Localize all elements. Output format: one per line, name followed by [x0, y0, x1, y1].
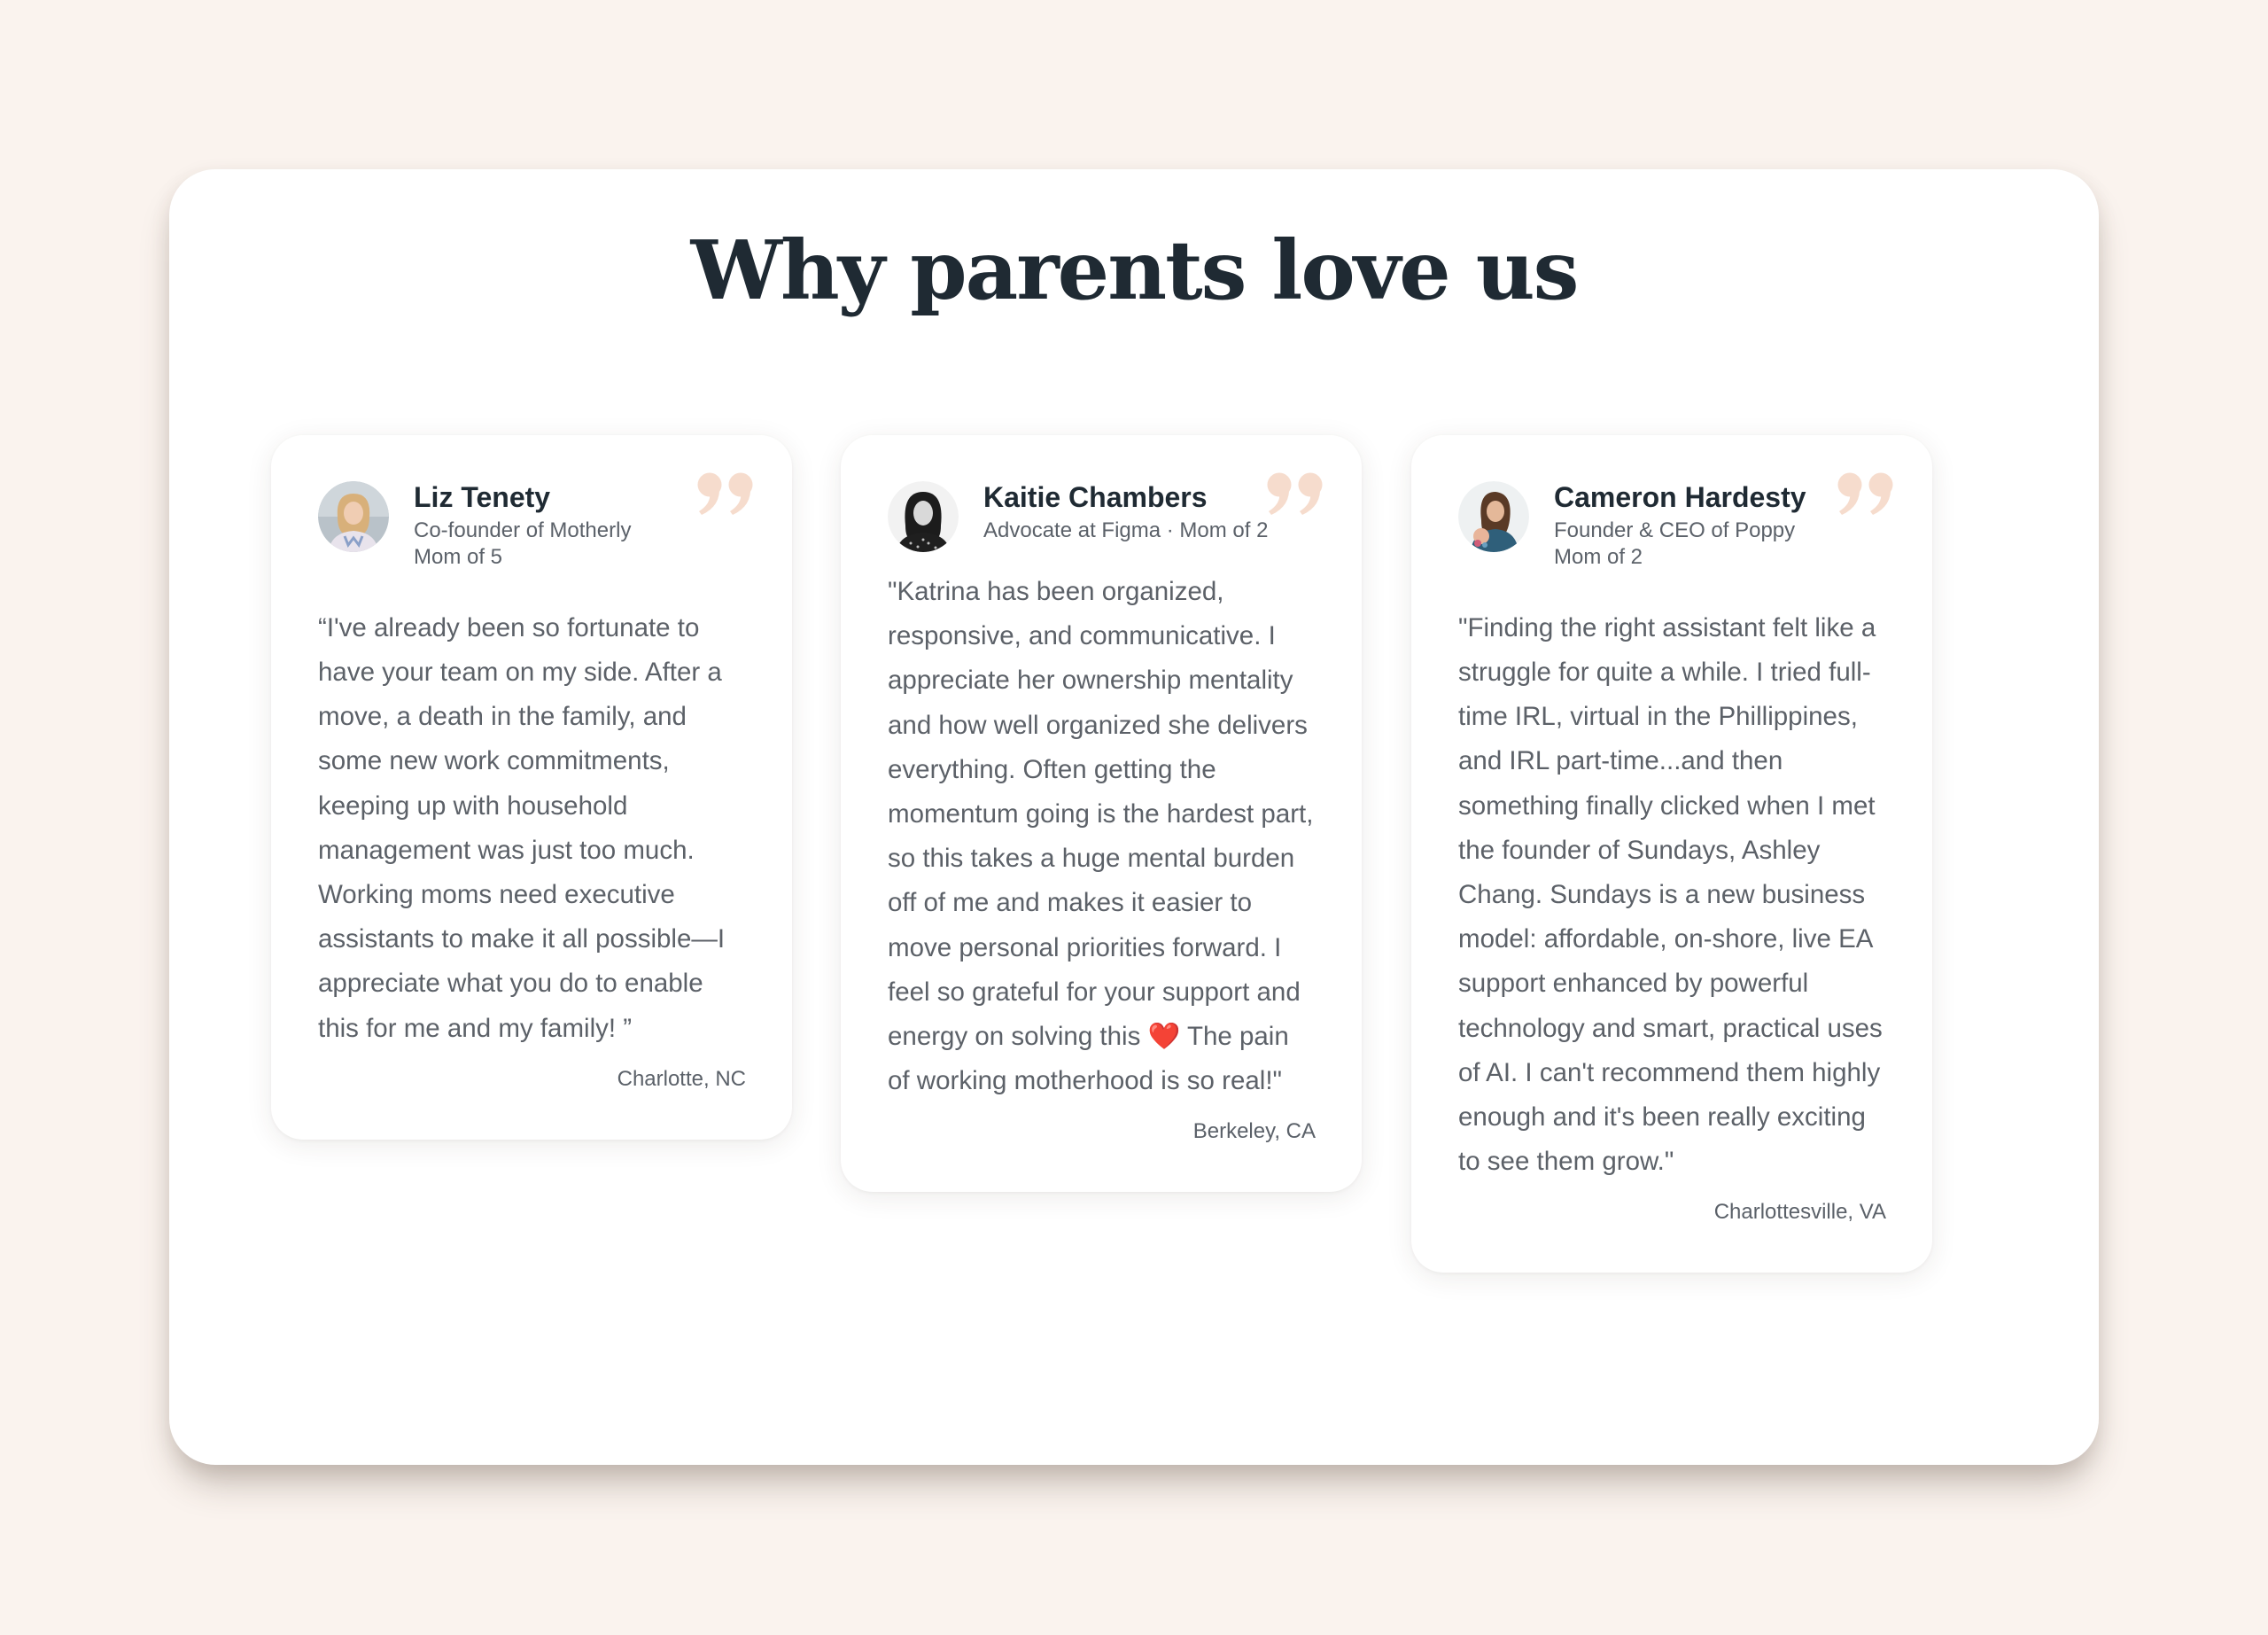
quote-text-part-1: "Katrina has been organized, responsive, and communicative. I appreciate her ownership mentality and how well organized she delivers everything. Often getting the momentum going is the hardest part, so this takes a huge mental burden off of me and makes it easier to move personal priorities forward. I feel so grateful for your support and energy on solving this: [888, 577, 1314, 1052]
card-header: [318, 481, 746, 571]
card-header: [1458, 481, 1886, 571]
person-name: Kaitie Chambers: [983, 481, 1208, 513]
testimonial-location: Charlotte, NC: [617, 1066, 746, 1091]
person-name: Liz Tenety: [414, 481, 551, 513]
person-role: Founder & CEO of Poppy: [1554, 518, 1796, 542]
heart-icon: ❤️: [1147, 1022, 1181, 1052]
person-name: Cameron Hardesty: [1554, 481, 1806, 513]
testimonial-quote: [888, 570, 1316, 1103]
person-role: Advocate at Figma · Mom of 2: [983, 518, 1269, 542]
quote-mark-icon: [1837, 471, 1897, 521]
testimonial-card-kaitie-chambers: [841, 435, 1362, 1192]
avatar: [888, 481, 959, 552]
person-info: [983, 481, 1268, 544]
card-header: [888, 481, 1316, 552]
testimonial-location: Berkeley, CA: [1192, 1119, 1316, 1144]
person-info: [414, 481, 631, 571]
page-title: Why parents love us: [690, 222, 1578, 318]
quote-mark-icon: [696, 471, 757, 521]
quote-mark-icon: [1266, 471, 1326, 521]
person-info: [1554, 481, 1806, 571]
testimonial-quote: "Finding the right assistant felt like a struggle for quite a while. I tried full-time IRL, virtual in the Phillippines, and IRL part-time...and then something finally clicked when I met the founder of Sundays, Ashley Chang. Sundays is a new business model: affordable, on-shore, live EA support enhanced by powerful technology and smart, practical uses of AI. I can't recommend them highly enough and it's been really exciting to see them grow.": [1458, 612, 1883, 1177]
testimonial-card-liz-tenety: [271, 435, 792, 1140]
testimonial-card-cameron-hardesty: [1411, 435, 1932, 1273]
person-role-secondary: Mom of 5: [414, 544, 503, 569]
testimonial-location: Charlottesville, VA: [1713, 1200, 1886, 1225]
avatar: [1458, 481, 1529, 552]
person-role: Co-founder of Motherly: [414, 518, 632, 542]
avatar: [318, 481, 389, 552]
person-role-secondary: Mom of 2: [1554, 544, 1643, 569]
testimonial-quote: “I've already been so fortunate to have your team on my side. After a move, a death in the family, and some new work commitments, keeping up with household management was just too much. Working moms need executive assistants to make it all possible—I appreciate what you do to enable this for me and my family! ”: [318, 612, 726, 1043]
testimonials-panel: [169, 169, 2099, 1465]
quote-text-part-2: The pain of working motherhood is so real!": [888, 1022, 1289, 1096]
